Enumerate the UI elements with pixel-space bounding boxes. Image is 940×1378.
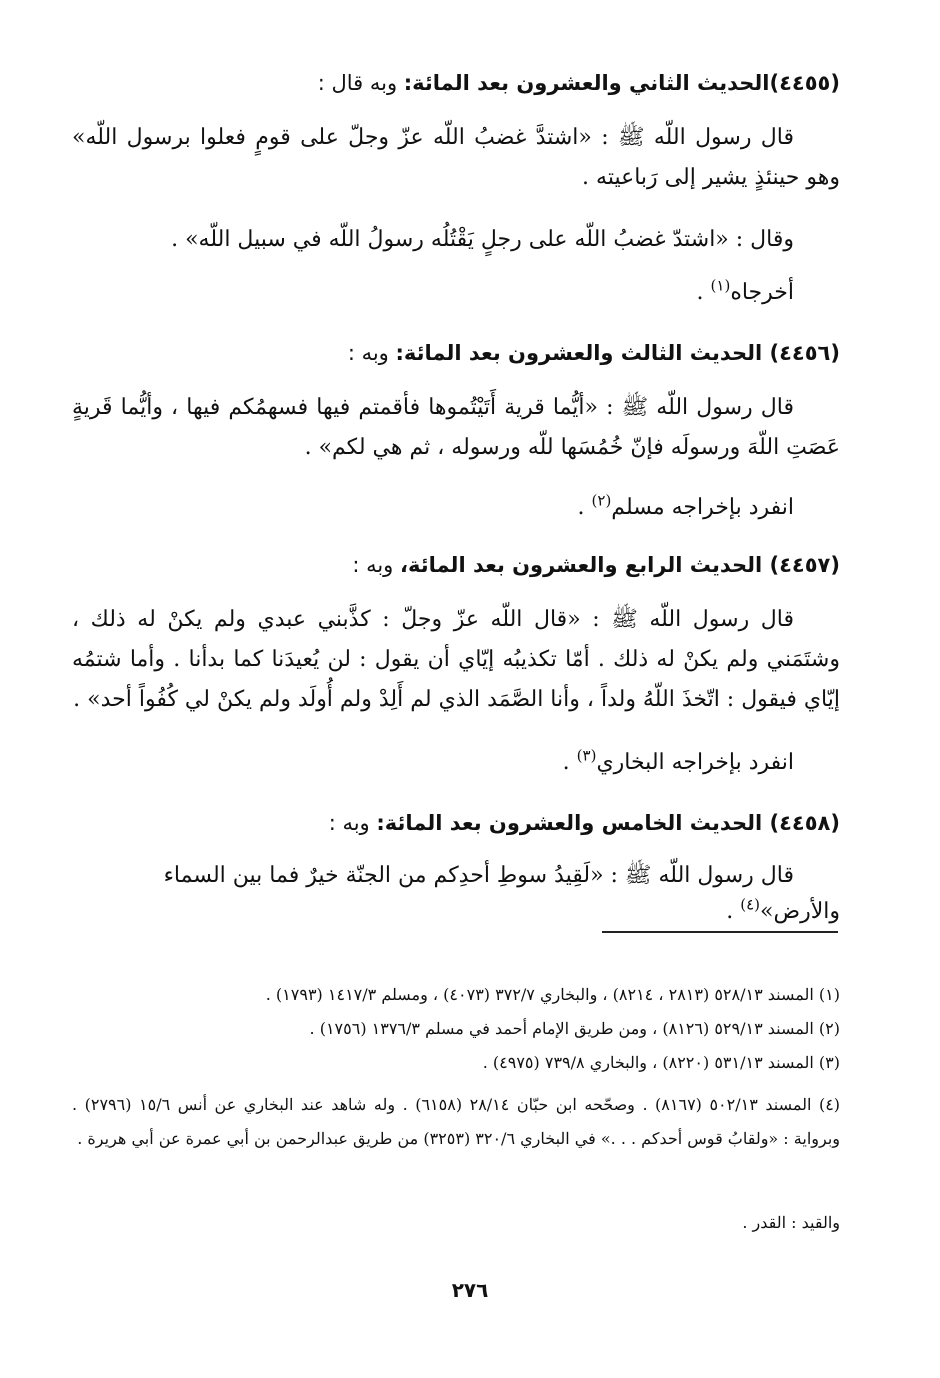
hadith-text-4455-second: وقال : «اشتدّ غضبُ اللّه على رجلٍ يَقْتُلُه رسولُ اللّه في سبيل اللّه» . bbox=[171, 227, 794, 252]
hadith-heading-4455 bbox=[72, 68, 840, 98]
hadith-source-4455 bbox=[72, 275, 840, 311]
gloss-text: والقيد : القدر . bbox=[742, 1213, 840, 1232]
footnote-marker: (٢) bbox=[591, 491, 612, 510]
hadith-source-4457 bbox=[72, 745, 840, 781]
hadith-heading-4456 bbox=[72, 338, 840, 368]
heading-rest: وبه قال : bbox=[317, 71, 404, 95]
hadith-text-4457: قال رسول اللّه ﷺ : «قال اللّه عزّ وجلّ : كذَّبني عبدي ولم يكنْ له ذلك ، وشتَمَني ولم يكنْ له ذلك . أمّا تكذيبُه إيّاي أن يقول : لن يُعيدَنا كما بدأنا . وأما شتمُه إيّاي فيقول : اتّخذَ اللّهُ ولداً ، وأنا الصَّمَد الذي لم أَلِدْ ولم أُولَد ولم يكنْ لي كُفُواً أحد» . bbox=[72, 607, 840, 712]
footnote-separator bbox=[602, 931, 838, 933]
source-text: أخرجاه bbox=[730, 280, 794, 305]
heading-rest: وبه : bbox=[328, 811, 377, 835]
footnote-1: (١) المسند ٥٢٨/١٣ (٢٨١٣ ، ٨٢١٤) ، والبخاري ٣٧٢/٧ (٤٠٧٣) ، ومسلم ١٤١٧/٣ (١٧٩٣) . bbox=[265, 985, 840, 1004]
footnote-marker: (١) bbox=[710, 276, 731, 295]
source-end: . bbox=[562, 750, 577, 775]
hadith-heading-4458 bbox=[72, 808, 840, 838]
footnote-4: (٤) المسند ٥٠٢/١٣ (٨١٦٧) . وصحّحه ابن حبّان ٢٨/١٤ (٦١٥٨) . وله شاهد عند البخاري عن أنس ١٥/٦ (٢٧٩٦) . وبرواية : «ولقابُ قوس أحدكم . . .» في البخاري ٣٢٠/٦ (٣٢٥٣) من طريق عبدالرحمن بن أبي عمرة عن أبي هريرة . bbox=[72, 1095, 841, 1148]
footnote-3: (٣) المسند ٥٣١/١٣ (٨٢٢٠) ، والبخاري ٧٣٩/٨ (٤٩٧٥) . bbox=[482, 1053, 840, 1072]
source-end: . bbox=[696, 280, 711, 305]
footnote-marker: (٣) bbox=[576, 746, 597, 765]
heading-rest: وبه : bbox=[352, 553, 400, 577]
source-text: انفرد بإخراجه مسلم bbox=[611, 495, 794, 520]
footnote-2: (٢) المسند ٥٢٩/١٣ (٨١٢٦) ، ومن طريق الإمام أحمد في مسلم ١٣٧٦/٣ (١٧٥٦) . bbox=[309, 1019, 840, 1038]
heading-title: (٤٤٥٦) الحديث الثالث والعشرون بعد المائة: bbox=[395, 341, 840, 365]
footnote-4-gloss bbox=[72, 1206, 840, 1240]
page-number: ٢٧٦ bbox=[451, 1278, 489, 1302]
heading-rest: وبه : bbox=[347, 341, 396, 365]
heading-title: (٤٤٥٧) الحديث الرابع والعشرون بعد المائة، bbox=[400, 553, 840, 577]
hadith-text-4456: قال رسول اللّه ﷺ : «أيُّما قرية أَتَيْتُموها فأقمتم فيها فسهمُكم فيها ، وأيُّما قَريةٍ عَصَتِ اللّهَ ورسولَه فإنّ خُمُسَها للّه ورسوله ، ثم هي لكم» . bbox=[72, 395, 840, 460]
source-end: . bbox=[577, 495, 592, 520]
source-text: انفرد بإخراجه البخاري bbox=[596, 750, 794, 775]
hadith-text-4455: قال رسول اللّه ﷺ : «اشتدَّ غضبُ اللّه عزّ وجلّ على قومٍ فعلوا برسول اللّه» وهو حينئذٍ يشير إلى رَباعيته . bbox=[72, 125, 840, 190]
text-end: . bbox=[726, 899, 741, 924]
heading-title: (٤٤٥٨) الحديث الخامس والعشرون بعد المائة: bbox=[376, 811, 840, 835]
footnote-marker: (٤) bbox=[740, 895, 761, 914]
hadith-text: قال رسول اللّه ﷺ : «لَقِيدُ سوطِ أحدِكم من الجنّة خيرٌ فما بين السماء والأرض» bbox=[163, 863, 840, 924]
hadith-text-4458 bbox=[72, 858, 840, 930]
heading-title: (٤٤٥٥)الحديث الثاني والعشرون بعد المائة: bbox=[403, 71, 840, 95]
hadith-heading-4457 bbox=[72, 550, 840, 580]
hadith-source-4456 bbox=[72, 490, 840, 526]
